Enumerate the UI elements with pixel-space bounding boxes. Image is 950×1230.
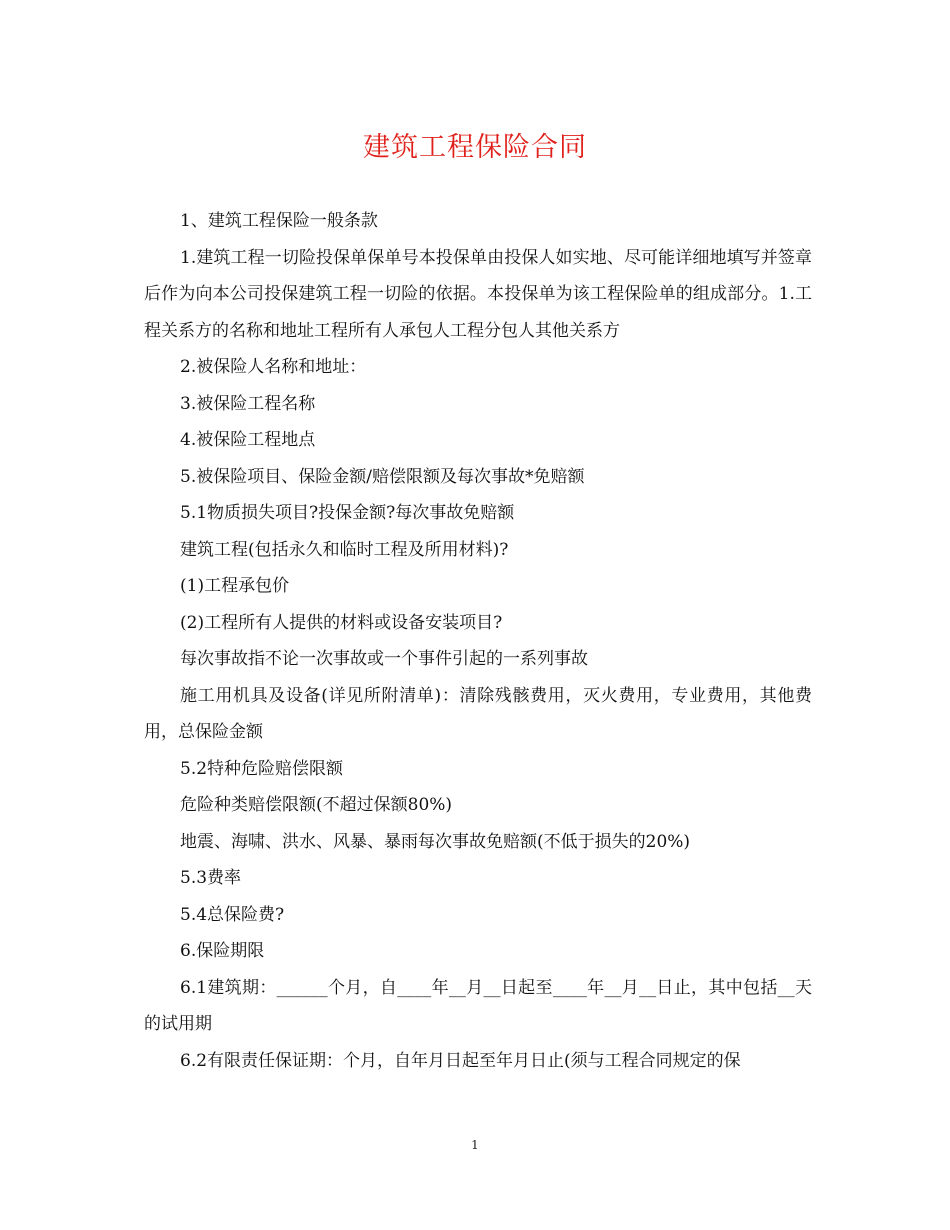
- paragraph: 2.被保险人名称和地址：: [180, 357, 367, 377]
- paragraph: 3.被保险工程名称: [180, 393, 316, 414]
- paragraph: 1.建筑工程一切险投保单保单号本投保单由投保人如实地、尽可能详细地填写并签章后作为向本公司投保建筑工程一切险的依据。本投保单为该工程保险单的组成部分。1.工程关系方的名称和地址工程所有人承包人工程分包人其他关系方: [144, 247, 812, 341]
- paragraph: 6.1建筑期：______个月，自____年__月__日起至____年__月__日止，其中包括__天的试用期: [144, 977, 812, 1034]
- paragraph: 施工用机具及设备(详见所附清单)：清除残骸费用，灭火费用，专业费用，其他费用，总保险金额: [144, 685, 812, 742]
- page-number: 1: [471, 1138, 479, 1152]
- paragraph: 危险种类赔偿限额(不超过保额80%): [180, 795, 453, 815]
- paragraph: 5.2特种危险赔偿限额: [180, 758, 344, 779]
- paragraph: 4.被保险工程地点: [180, 430, 316, 450]
- document-title: 建筑工程保险合同: [363, 132, 587, 163]
- paragraph: 6.保险期限: [180, 941, 265, 961]
- paragraph: (1)工程承包价: [180, 576, 290, 596]
- paragraph: 建筑工程(包括永久和临时工程及所用材料)?: [180, 539, 509, 560]
- paragraph: 5.1物质损失项目?投保金额?每次事故免赔额: [180, 503, 515, 523]
- document-body: [144, 203, 812, 1079]
- paragraph: 地震、海啸、洪水、风暴、暴雨每次事故免赔额(不低于损失的20%): [180, 831, 691, 852]
- paragraph: 5.4总保险费?: [180, 904, 285, 925]
- paragraph: 每次事故指不论一次事故或一个事件引起的一系列事故: [180, 649, 588, 669]
- paragraph: 5.3费率: [180, 868, 242, 888]
- paragraph: 6.2有限责任保证期：个月，自年月日起至年月日止(须与工程合同规定的保: [180, 1050, 741, 1071]
- paragraph: (2)工程所有人提供的材料或设备安装项目?: [180, 612, 503, 633]
- paragraph: 1、建筑工程保险一般条款: [180, 211, 378, 231]
- paragraph: 5.被保险项目、保险金额/赔偿限额及每次事故*免赔额: [180, 466, 585, 487]
